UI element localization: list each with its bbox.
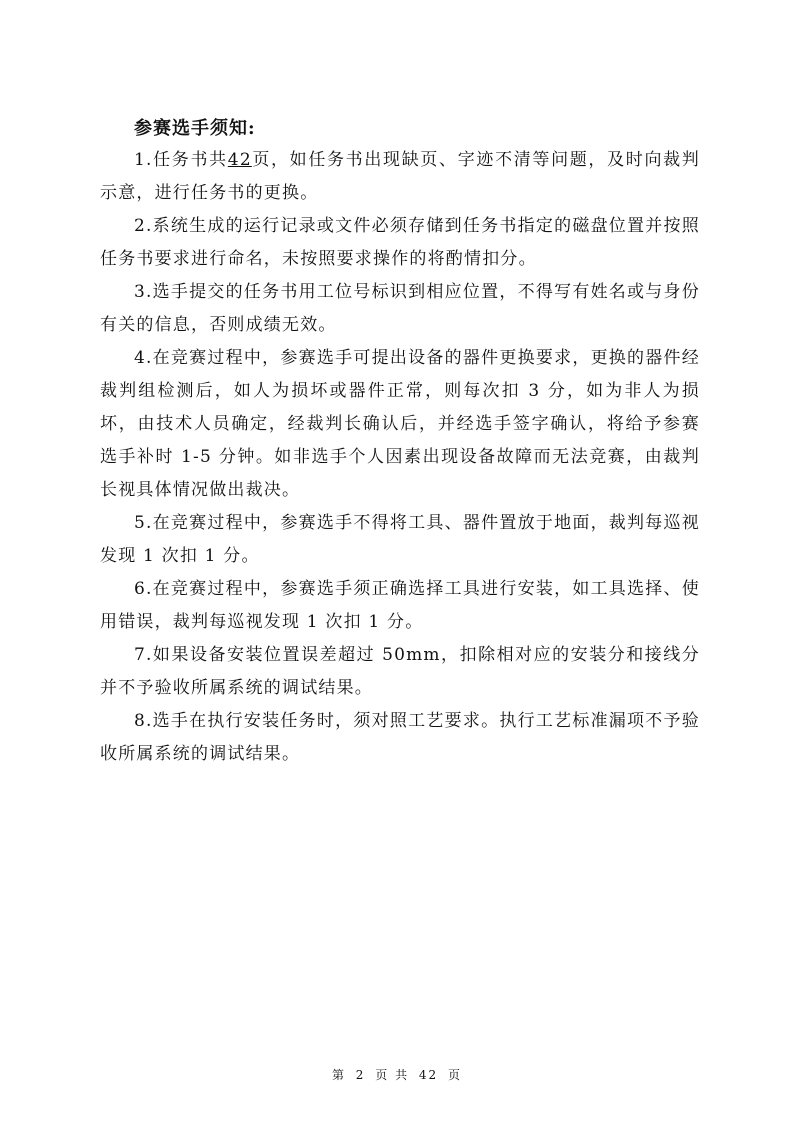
notice-item-6: 6.在竞赛过程中，参赛选手须正确选择工具进行安装，如工具选择、使用错误，裁判每巡视发现 1 次扣 1 分。 [100, 579, 700, 632]
notice-item-5: 5.在竞赛过程中，参赛选手不得将工具、器件置放于地面，裁判每巡视发现 1 次扣 1 分。 [100, 513, 700, 566]
footer-current-page: 2 [355, 1068, 366, 1082]
page-footer [0, 1066, 794, 1083]
notice-item-2: 2.系统生成的运行记录或文件必须存储到任务书指定的磁盘位置并按照任务书要求进行命名，未按照要求操作的将酌情扣分。 [100, 216, 700, 269]
footer-prefix: 第 [331, 1068, 346, 1082]
total-pages-value: 42 [227, 150, 252, 170]
footer-total-pages: 42 [418, 1068, 439, 1082]
notice-item-1-prefix: 1.任务书共 [134, 150, 228, 170]
footer-middle: 页 共 [375, 1068, 410, 1082]
notice-item-8: 8.选手在执行安装任务时，须对照工艺要求。执行工艺标准漏项不予验收所属系统的调试结果。 [100, 711, 700, 764]
notice-item-1 [100, 144, 700, 210]
notice-list [100, 144, 700, 771]
notice-item-7: 7.如果设备安装位置误差超过 50mm，扣除相对应的安装分和接线分并不予验收所属系统的调试结果。 [100, 645, 700, 698]
notice-item-4: 4.在竞赛过程中，参赛选手可提出设备的器件更换要求，更换的器件经裁判组检测后，如人为损坏或器件正常，则每次扣 3 分，如为非人为损坏，由技术人员确定，经裁判长确认后，并经选手签字确认，将给予参赛选手补时 1-5 分钟。如非选手个人因素出现设备故障而无法竞赛，由裁判长视具体情况做出裁决。 [100, 348, 700, 500]
notice-heading: 参赛选手须知: [134, 118, 256, 139]
footer-suffix: 页 [448, 1068, 463, 1082]
notice-item-1-text: 页，如任务书出现缺页、字迹不清等问题，及时向裁判示意，进行任务书的更换。 [100, 150, 700, 203]
notice-item-3: 3.选手提交的任务书用工位号标识到相应位置，不得写有姓名或与身份有关的信息，否则成绩无效。 [100, 282, 700, 335]
